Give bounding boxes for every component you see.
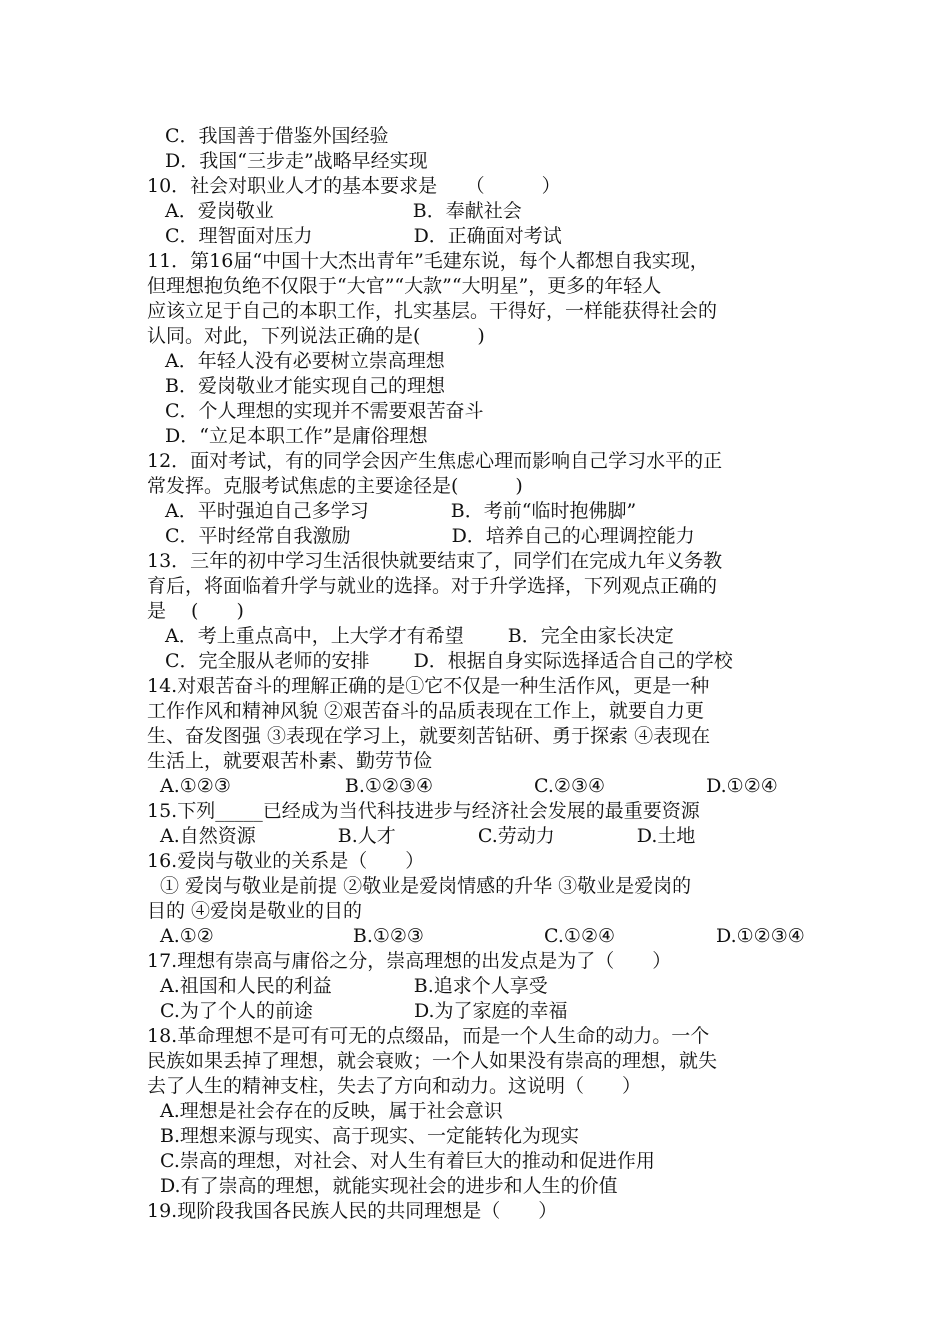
question-12-line: 常发挥。克服考试焦虑的主要途径是( ) (147, 475, 523, 497)
q17-options-ab: A.祖国和人民的利益 B.追求个人享受 (160, 975, 548, 997)
question-11-line: 应该立足于自己的本职工作，扎实基层。干得好，一样能获得社会的 (147, 300, 718, 322)
q16-statements: ① 爱岗与敬业是前提 ②敬业是爱岗情感的升华 ③敬业是爱岗的 (160, 875, 692, 897)
question-17: 17.理想有崇高与庸俗之分，崇高理想的出发点是为了（ ） (147, 950, 672, 972)
q15-options: A.自然资源 B.人才 C.劳动力 D.土地 (160, 825, 696, 847)
q18-option-c: C.崇高的理想，对社会、对人生有着巨大的推动和促进作用 (160, 1150, 655, 1172)
question-10: 10．社会对职业人才的基本要求是 （ ） (147, 175, 561, 197)
question-16: 16.爱岗与敬业的关系是（ ） (147, 850, 425, 872)
q9-option-c: C．我国善于借鉴外国经验 (165, 125, 389, 147)
question-11: 11．第16届“中国十大杰出青年”毛建东说，每个人都想自我实现， (147, 250, 709, 272)
question-11-line: 认同。对此，下列说法正确的是( ) (147, 325, 485, 347)
question-19: 19.现阶段我国各民族人民的共同理想是（ ） (147, 1200, 558, 1222)
q12-options-cd: C．平时经常自我激励 D．培养自己的心理调控能力 (165, 525, 695, 547)
question-14-line: 生活上，就要艰苦朴素、勤劳节俭 (147, 750, 433, 772)
question-12: 12．面对考试，有的同学会因产生焦虑心理而影响自己学习水平的正 (147, 450, 723, 472)
q11-option-b: B．爱岗敬业才能实现自己的理想 (165, 375, 445, 397)
q18-option-b: B.理想来源与现实、高于现实、一定能转化为现实 (160, 1125, 580, 1147)
question-18-line: 民族如果丢掉了理想，就会衰败；一个人如果没有崇高的理想，就失 (147, 1050, 718, 1072)
q14-options: A.①②③ B.①②③④ C.②③④ D.①②④ (160, 775, 778, 797)
question-18: 18.革命理想不是可有可无的点缀品，而是一个人生命的动力。一个 (147, 1025, 710, 1047)
q9-option-d: D．我国“三步走”战略早经实现 (165, 150, 428, 172)
q11-option-c: C．个人理想的实现并不需要艰苦奋斗 (165, 400, 484, 422)
q10-options-cd: C．理智面对压力 D．正确面对考试 (165, 225, 562, 247)
q18-option-a: A.理想是社会存在的反映，属于社会意识 (160, 1100, 503, 1122)
question-14-line: 生、奋发图强 ③表现在学习上，就要刻苦钻研、勇于探索 ④表现在 (147, 725, 711, 747)
q16-statements-line: 目的 ④爱岗是敬业的目的 (147, 900, 363, 922)
q11-option-a: A．年轻人没有必要树立崇高理想 (165, 350, 445, 372)
q10-options-ab: A．爱岗敬业 B．奉献社会 (165, 200, 522, 222)
q16-options: A.①② B.①②③ C.①②④ D.①②③④ (160, 925, 805, 947)
q13-options-cd: C．完全服从老师的安排 D．根据自身实际选择适合自己的学校 (165, 650, 733, 672)
question-13: 13．三年的初中学习生活很快就要结束了，同学们在完成九年义务教 (147, 550, 723, 572)
q12-options-ab: A．平时强迫自己多学习 B．考前“临时抱佛脚” (165, 500, 637, 522)
question-14-line: 工作作风和精神风貌 ②艰苦奋斗的品质表现在工作上，就要自力更 (147, 700, 705, 722)
question-15: 15.下列_____已经成为当代科技进步与经济社会发展的最重要资源 (147, 800, 700, 822)
question-14: 14.对艰苦奋斗的理解正确的是①它不仅是一种生活作风，更是一种 (147, 675, 710, 697)
question-13-line: 育后，将面临着升学与就业的选择。对于升学选择，下列观点正确的 (147, 575, 718, 597)
q17-options-cd: C.为了个人的前途 D.为了家庭的幸福 (160, 1000, 568, 1022)
q13-options-ab: A．考上重点高中，上大学才有希望 B．完全由家长决定 (165, 625, 674, 647)
question-13-line: 是 ( ) (147, 600, 244, 622)
question-18-line: 去了人生的精神支柱，失去了方向和动力。这说明（ ） (147, 1075, 642, 1097)
q11-option-d: D．“立足本职工作”是庸俗理想 (165, 425, 428, 447)
q18-option-d: D.有了崇高的理想，就能实现社会的进步和人生的价值 (160, 1175, 618, 1197)
question-11-line: 但理想抱负绝不仅限于“大官”“大款”“大明星”，更多的年轻人 (147, 275, 662, 297)
